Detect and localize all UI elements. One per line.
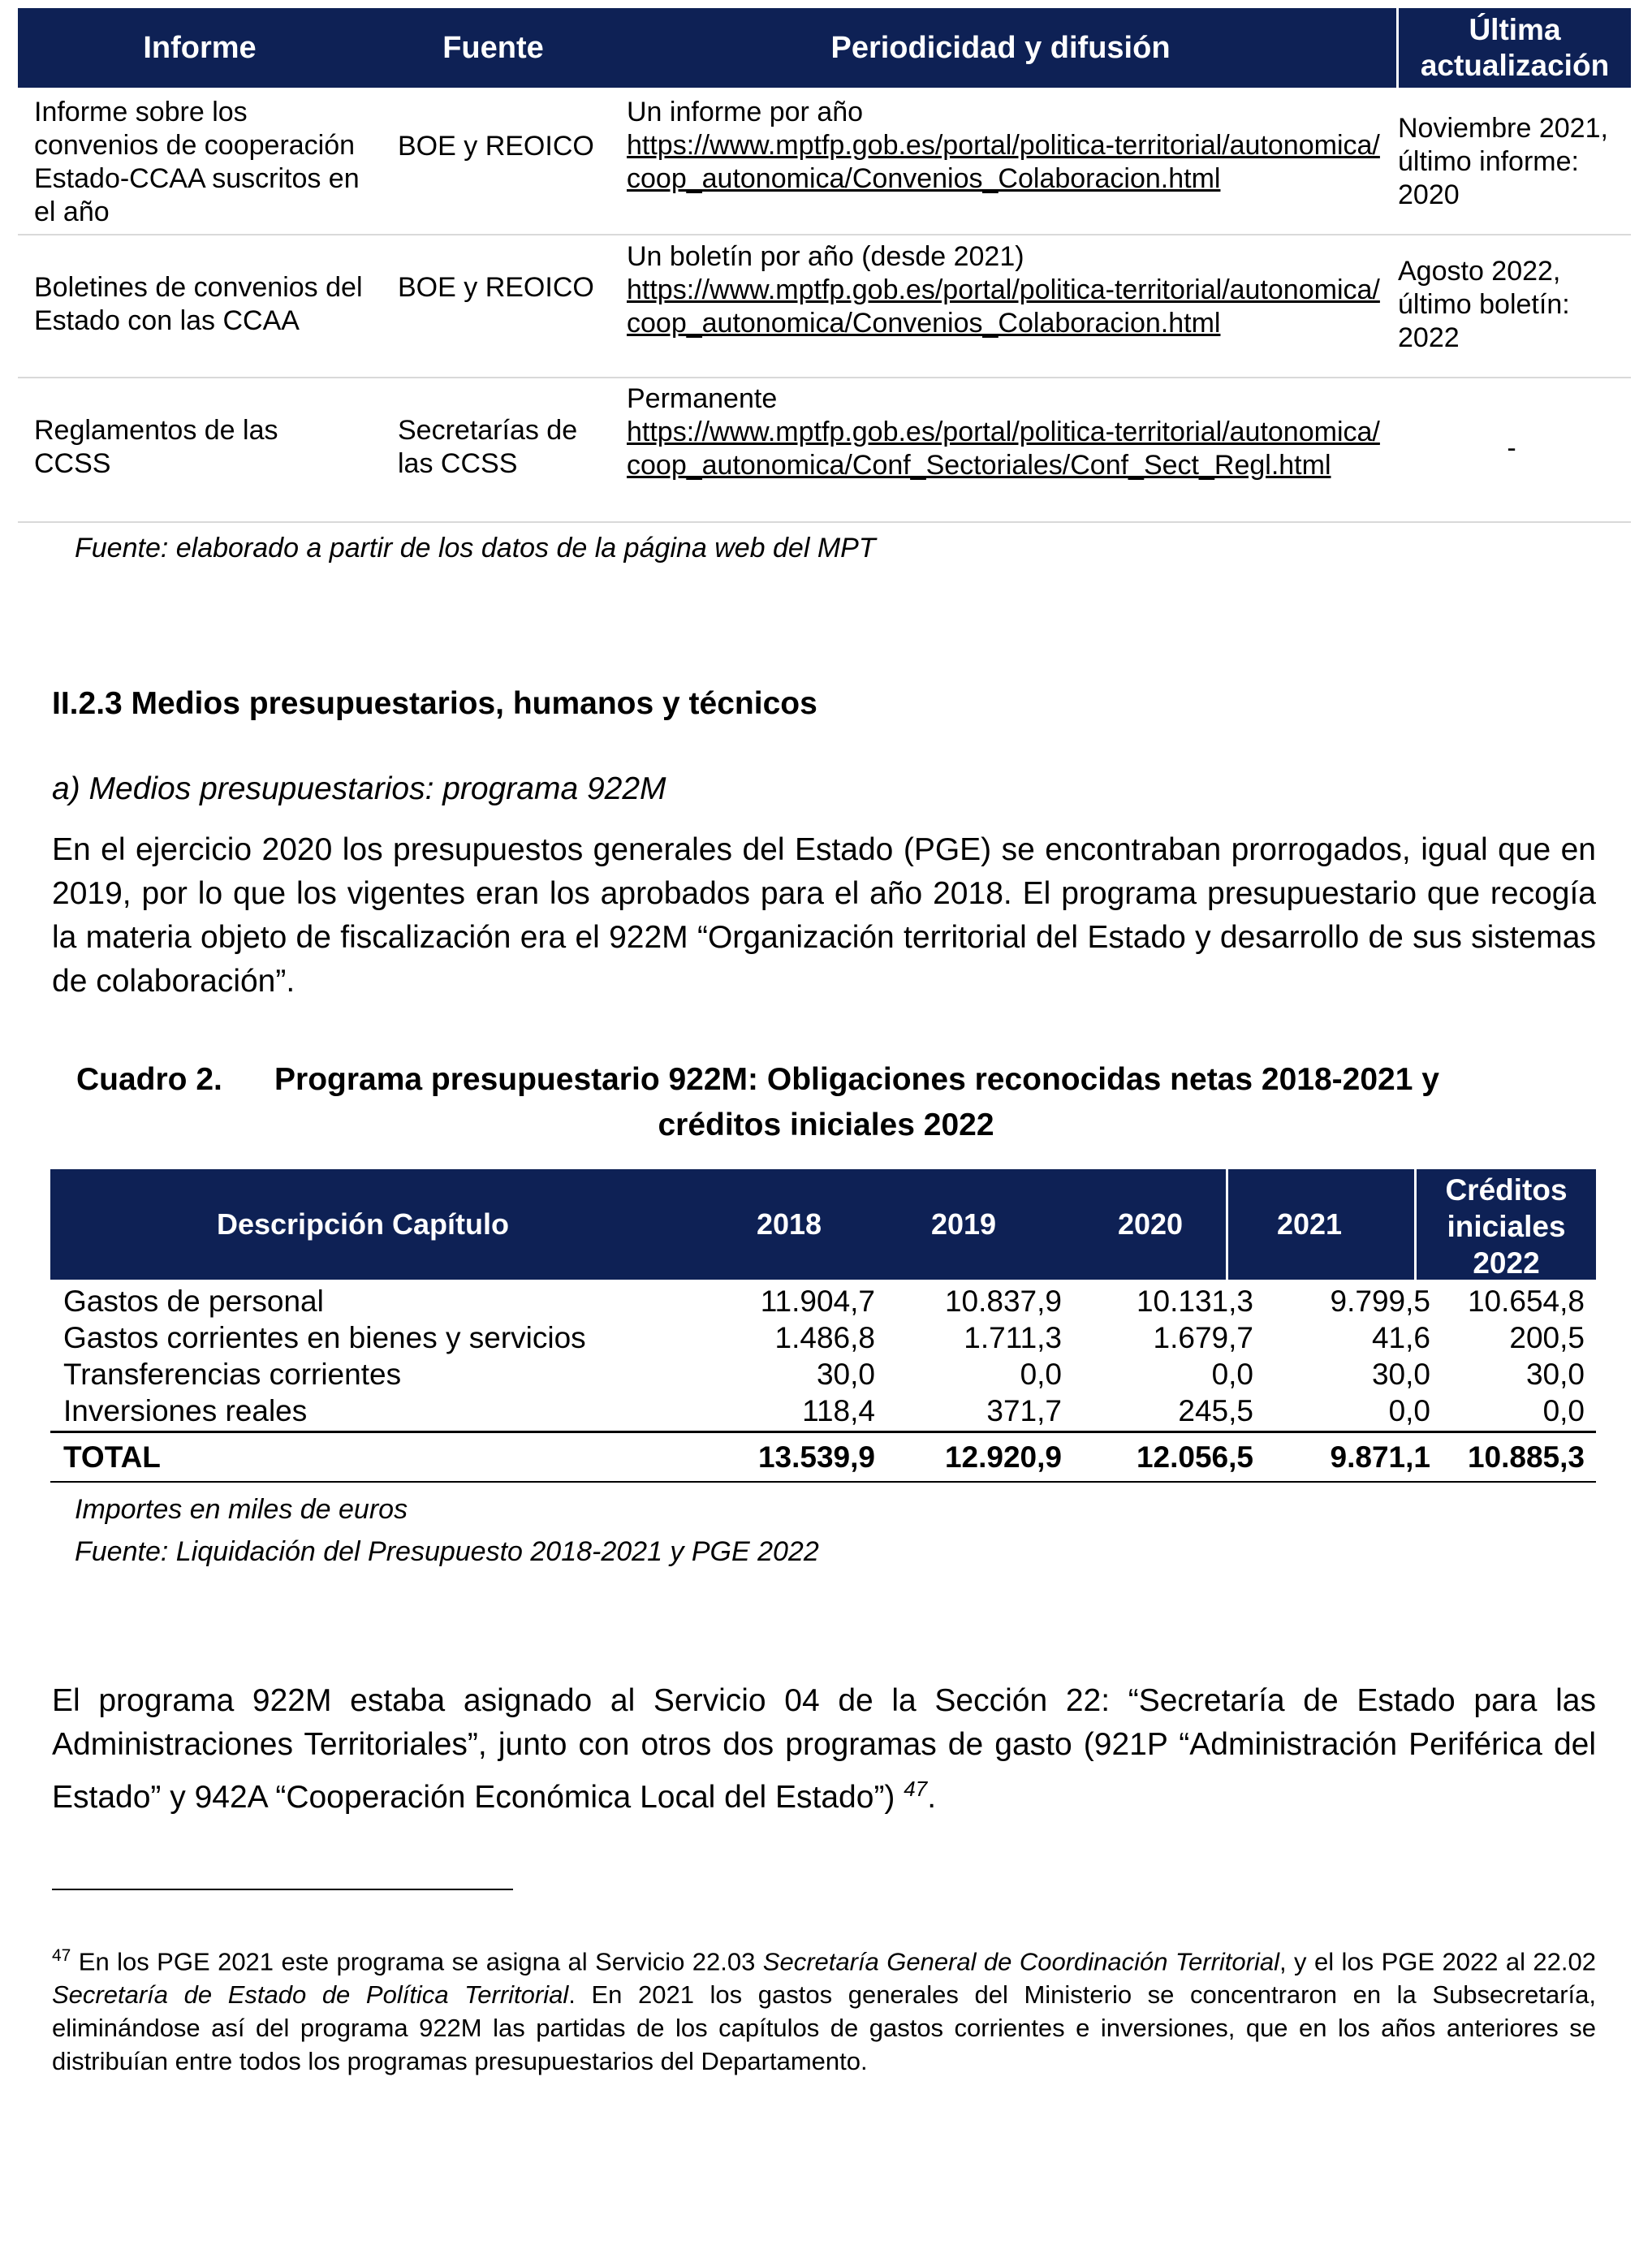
table1-cell-periodicidad	[627, 382, 1386, 482]
table2-cell: 9.799,5	[1330, 1285, 1430, 1318]
table1-row	[18, 378, 1631, 523]
table2-row-label: Inversiones reales	[63, 1394, 308, 1427]
table1-cell-link[interactable]: https://www.mptfp.gob.es/portal/politica-territorial/autonomica/coop_autonomica/Conf_Sectoriales/Conf_Sect_Regl.html	[627, 417, 1380, 481]
body-paragraph-2	[52, 1679, 1596, 1820]
footnote-part1: En los PGE 2021 este programa se asigna al Servicio 22.03	[71, 1947, 763, 1976]
table2-cell: 10.131,3	[1136, 1285, 1253, 1318]
table2-header-descripcion: Descripción Capítulo	[216, 1207, 510, 1241]
table2-cell: 0,0	[1542, 1394, 1585, 1427]
table1-header-actualizacion: Última actualización	[1420, 13, 1610, 82]
total-bottom-rule	[50, 1481, 1596, 1483]
footnote-italic2: Secretaría de Estado de Política Territorial	[52, 1980, 569, 2010]
table2-total-cell: 13.539,9	[757, 1440, 875, 1474]
table1-cell-actualizacion: Noviembre 2021, último informe: 2020	[1398, 113, 1608, 210]
table2-cell: 10.837,9	[944, 1285, 1062, 1318]
table2-header-2020: 2020	[1117, 1207, 1184, 1241]
table2-body	[50, 1283, 1596, 1429]
table2-header-2018: 2018	[756, 1207, 822, 1241]
paragraph2-end: .	[927, 1780, 937, 1815]
table2-total-cell: 9.871,1	[1330, 1440, 1430, 1474]
table1-cell-fuente: BOE y REOICO	[398, 272, 594, 303]
footnote-italic1: Secretaría General de Coordinación Territorial	[762, 1947, 1279, 1976]
table2-row-label: Gastos de personal	[63, 1285, 324, 1318]
table1-row	[18, 89, 1631, 235]
table1-cell-periodicidad	[627, 240, 1386, 340]
table2-header	[50, 1169, 1596, 1280]
table1-cell-informe: Reglamentos de las CCSS	[34, 415, 278, 479]
table2-cell: 200,5	[1509, 1321, 1585, 1354]
table1-cell-actualizacion: -	[1507, 433, 1516, 464]
table1-cell-informe: Boletines de convenios del Estado con las CCAA	[34, 272, 363, 336]
table1-cell-frequency: Permanente	[627, 383, 778, 414]
table1-cell-frequency: Un boletín por año (desde 2021)	[627, 241, 1024, 272]
table1-cell-periodicidad	[627, 96, 1386, 196]
table2-row-label: Gastos corrientes en bienes y servicios	[63, 1321, 586, 1354]
table2-header-2019: 2019	[930, 1207, 997, 1241]
table1-header-informe: Informe	[143, 31, 257, 65]
table2-cell: 245,5	[1178, 1394, 1253, 1427]
table2-cell: 30,0	[1371, 1358, 1430, 1391]
table1-cell-link[interactable]: https://www.mptfp.gob.es/portal/politica-territorial/autonomica/coop_autonomica/Convenios_Colaboracion.html	[627, 130, 1380, 194]
footnote-ref[interactable]: 47	[904, 1777, 928, 1801]
table2-cell: 0,0	[1020, 1358, 1062, 1391]
table1-cell-link[interactable]: https://www.mptfp.gob.es/portal/politica-territorial/autonomica/coop_autonomica/Convenios_Colaboracion.html	[627, 274, 1380, 339]
table1-row	[18, 235, 1631, 378]
table2-caption-line2: créditos iniciales 2022	[658, 1108, 994, 1142]
table2-cell: 30,0	[1525, 1358, 1585, 1391]
footnote-part2: , y el los PGE 2022 al 22.02	[1279, 1947, 1596, 1976]
total-top-rule	[50, 1431, 1596, 1433]
paragraph2-text: El programa 922M estaba asignado al Servicio 04 de la Sección 22: “Secretaría de Estado para las Administraciones Territoriales”, junto con otros dos programas de gasto (921P “Administración Periférica del Estado” y 942A “Cooperación Económica Local del Estado”)	[52, 1683, 1596, 1815]
footnote-part3: . En 2021 los gastos generales del Ministerio se concentraron en la Subsecretaría, eliminándose así del programa 922M las partidas de los capítulos de gastos corrientes e inversiones, que en los años anteriores se distribuían entre todos los programas presupuestarios del Departamento.	[52, 1980, 1597, 2076]
table1-cell-actualizacion: Agosto 2022, último boletín: 2022	[1398, 256, 1570, 353]
table2-cell: 1.679,7	[1153, 1321, 1253, 1354]
body-paragraph: En el ejercicio 2020 los presupuestos generales del Estado (PGE) se encontraban prorrogados, igual que en 2019, por lo que los vigentes eran los aprobados para el año 2018. El programa presupuestario que recogía la materia objeto de fiscalización era el 922M “Organización territorial del Estado y desarrollo de sus sistemas de colaboración”.	[52, 832, 1596, 999]
table2-total-cell: 12.920,9	[944, 1440, 1062, 1474]
footnote-rule	[52, 1889, 513, 1890]
table1-cell-informe: Informe sobre los convenios de cooperación Estado-CCAA suscritos en el año	[34, 97, 360, 227]
table2-cell: 0,0	[1388, 1394, 1430, 1427]
footnote-number: 47	[52, 1946, 71, 1965]
table2-cell: 371,7	[986, 1394, 1062, 1427]
table2-cell: 1.486,8	[774, 1321, 875, 1354]
table2-header-creditos: Créditos iniciales 2022	[1445, 1172, 1568, 1280]
table2-caption-label: Cuadro 2.	[76, 1062, 222, 1097]
table1-source-note: Fuente: elaborado a partir de los datos de la página web del MPT	[75, 533, 876, 564]
section-heading: II.2.3 Medios presupuestarios, humanos y técnicos	[52, 686, 817, 721]
table1-header-fuente: Fuente	[442, 31, 544, 65]
table2-cell: 30,0	[816, 1358, 875, 1391]
table2-total-cell: 12.056,5	[1136, 1440, 1253, 1474]
table1-header	[18, 8, 1631, 88]
footnote	[52, 1939, 1596, 2078]
table2-note-source: Fuente: Liquidación del Presupuesto 2018-2021 y PGE 2022	[75, 1536, 819, 1567]
table1-cell-frequency: Un informe por año	[627, 97, 864, 127]
table2-total-cell: 10.885,3	[1467, 1440, 1585, 1474]
row-divider	[18, 521, 1631, 523]
table2-cell: 1.711,3	[964, 1321, 1062, 1354]
table1-cell-fuente: BOE y REOICO	[398, 131, 594, 162]
table2-total-row	[50, 1436, 1596, 1479]
table2-caption-line1: Programa presupuestario 922M: Obligaciones reconocidas netas 2018-2021 y	[274, 1062, 1439, 1097]
table2-header-2021: 2021	[1276, 1207, 1343, 1241]
table2-note-units: Importes en miles de euros	[75, 1494, 408, 1525]
table2-cell: 10.654,8	[1467, 1285, 1585, 1318]
table2-cell: 0,0	[1211, 1358, 1253, 1391]
table2-cell: 11.904,7	[760, 1285, 875, 1318]
table2-total-label: TOTAL	[63, 1440, 161, 1474]
table2-row-label: Transferencias corrientes	[63, 1358, 402, 1391]
table2-cell: 118,4	[802, 1394, 875, 1427]
table1-cell-fuente: Secretarías de las CCSS	[398, 415, 578, 479]
section-subheading: a) Medios presupuestarios: programa 922M	[52, 771, 666, 806]
table1-header-periodicidad: Periodicidad y difusión	[830, 31, 1171, 65]
table2-cell: 41,6	[1371, 1321, 1430, 1354]
